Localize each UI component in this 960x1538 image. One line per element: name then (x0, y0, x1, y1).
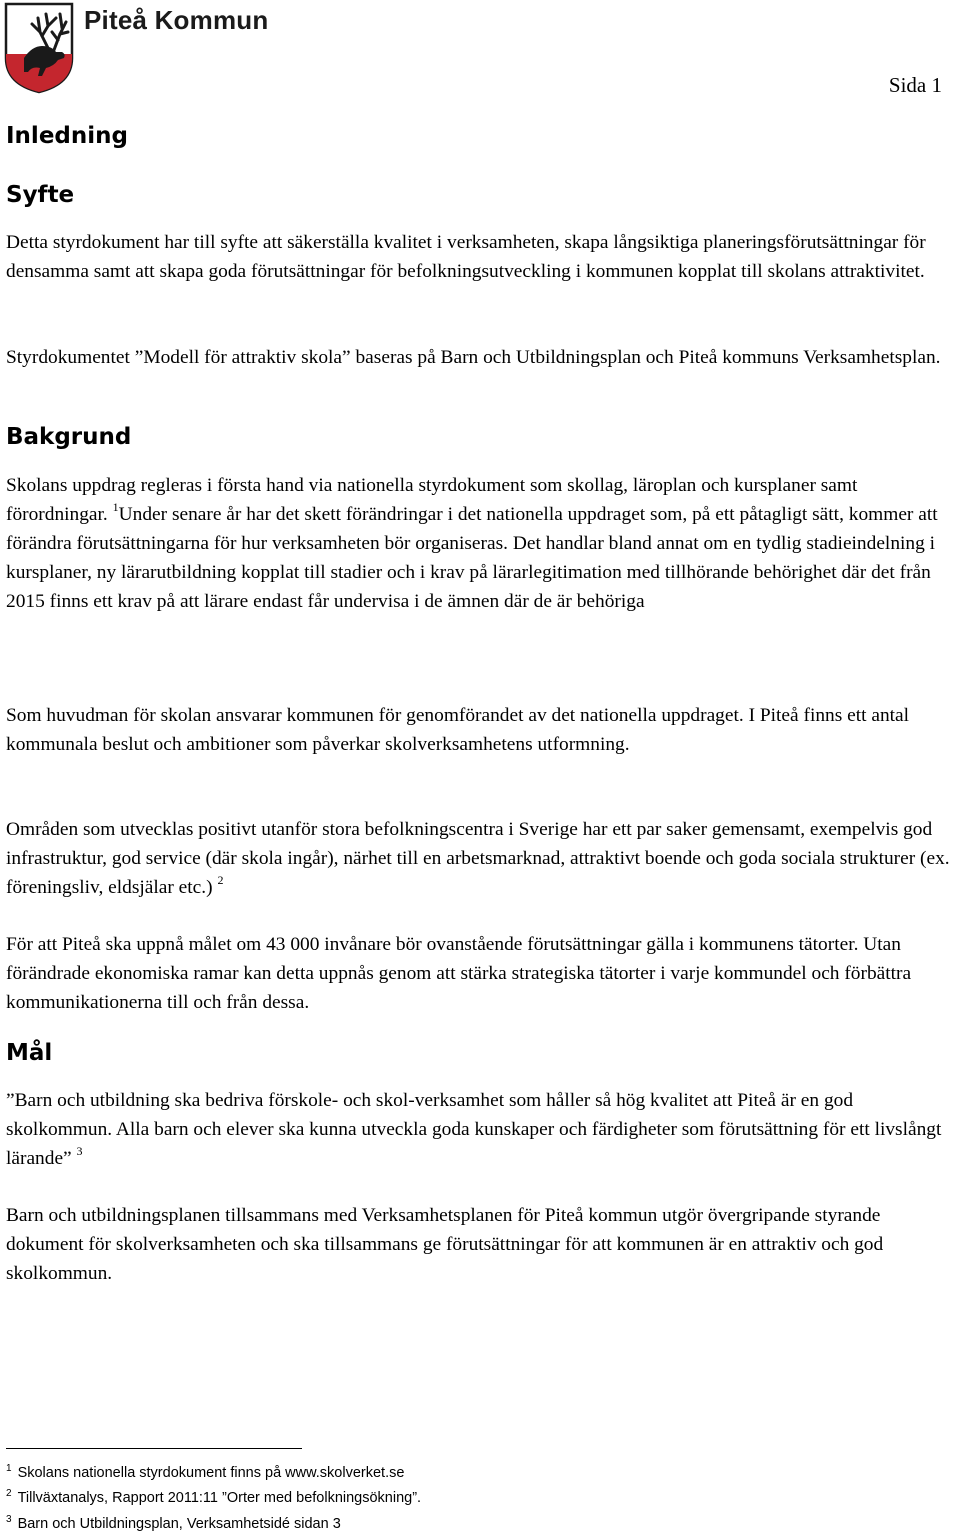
footnote-3-text: Barn och Utbildningsplan, Verksamhetsidé sidan 3 (17, 1516, 341, 1532)
footnote-2-number: 2 (6, 1488, 12, 1499)
mal-paragraph-2: Barn och utbildningsplanen tillsammans med Verksamhetsplanen för Piteå kommun utgör övergripande styrande dokument för skolverksamheten och ska tillsammans ge förutsättningar för att kommunen är en attraktiv och god skolkommun. (6, 1205, 884, 1284)
footnote-ref-3: 3 (76, 1144, 83, 1158)
footnote-2 (6, 1489, 421, 1507)
bakgrund-paragraph-3-text: Områden som utvecklas positivt utanför stora befolkningscentra i Sverige har ett par saker gemensamt, exempelvis god infrastruktur, god service (där skola ingår), närhet till en arbetsmarknad, attraktivt boende och goda sociala strukturer (ex. föreningsliv, eldsjälar etc.) (6, 819, 950, 898)
bakgrund-paragraph-1-part-a: Skolans uppdrag regleras i första hand via nationella styrdokument som skollag, läroplan och kursplaner samt förordningar. (6, 475, 858, 525)
pitea-coat-of-arms-logo (2, 2, 76, 94)
bakgrund-paragraph-2: Som huvudman för skolan ansvarar kommunen för genomförandet av det nationella uppdraget. I Piteå finns ett antal kommunala beslut och ambitioner som påverkar skolverksamhetens utformning. (6, 705, 910, 755)
bakgrund-paragraph-1 (6, 471, 958, 616)
footnote-2-text: Tillväxtanalys, Rapport 2011:11 ”Orter med befolkningsökning”. (17, 1490, 422, 1506)
syfte-paragraph-1: Detta styrdokument har till syfte att säkerställa kvalitet i verksamheten, skapa långsiktiga planeringsförutsättningar för densamma samt att skapa goda förutsättningar för befolkningsutveckling i kommunen kopplat till skolans attraktivitet. (6, 232, 926, 282)
heading-bakgrund: Bakgrund (6, 424, 132, 450)
bakgrund-paragraph-3 (6, 815, 958, 902)
footnote-1 (6, 1464, 404, 1482)
footnote-ref-2: 2 (217, 873, 224, 887)
footnote-ref-1: 1 (112, 500, 119, 514)
footnote-1-number: 1 (6, 1463, 12, 1474)
bakgrund-paragraph-4: För att Piteå ska uppnå målet om 43 000 invånare bör ovanstående förutsättningar gälla i kommunens tätorter. Utan förändrade ekonomiska ramar kan detta uppnås genom att stärka strategiska tätorter i varje kommundel och förbättra kommunikationerna till och från dessa. (6, 934, 912, 1013)
heading-inledning: Inledning (6, 123, 128, 149)
footnote-3 (6, 1515, 341, 1533)
page-number: Sida 1 (888, 73, 942, 97)
footnote-3-number: 3 (6, 1514, 12, 1525)
footnote-separator (6, 1448, 302, 1449)
footnote-1-text: Skolans nationella styrdokument finns på www.skolverket.se (17, 1465, 405, 1481)
heading-syfte: Syfte (6, 182, 75, 208)
organization-name: Piteå Kommun (84, 5, 269, 35)
syfte-paragraph-2: Styrdokumentet ”Modell för attraktiv skola” baseras på Barn och Utbildningsplan och Piteå kommuns Verksamhetsplan. (6, 347, 941, 368)
mal-quote (6, 1086, 958, 1173)
heading-mal: Mål (6, 1040, 53, 1066)
mal-quote-text: ”Barn och utbildning ska bedriva förskole- och skol-verksamhet som håller så hög kvalitet att Piteå är en god skolkommun. Alla barn och elever ska kunna utveckla goda kunskaper och färdigheter som förutsättning för ett livslångt lärande” (6, 1090, 942, 1169)
bakgrund-paragraph-1-part-b: Under senare år har det skett förändringar i det nationella uppdraget som, på ett påtagligt sätt, kommer att förändra förutsättningarna för hur verksamheten bör organiseras. Det handlar bland annat om en tydlig stadieindelning i kursplaner, ny lärarutbildning kopplat till stadier och i krav på lärarlegitimation med tillhörande behörighet där det från 2015 finns ett krav på att lärare endast får undervisa i de ämnen där de är behöriga (6, 504, 938, 612)
